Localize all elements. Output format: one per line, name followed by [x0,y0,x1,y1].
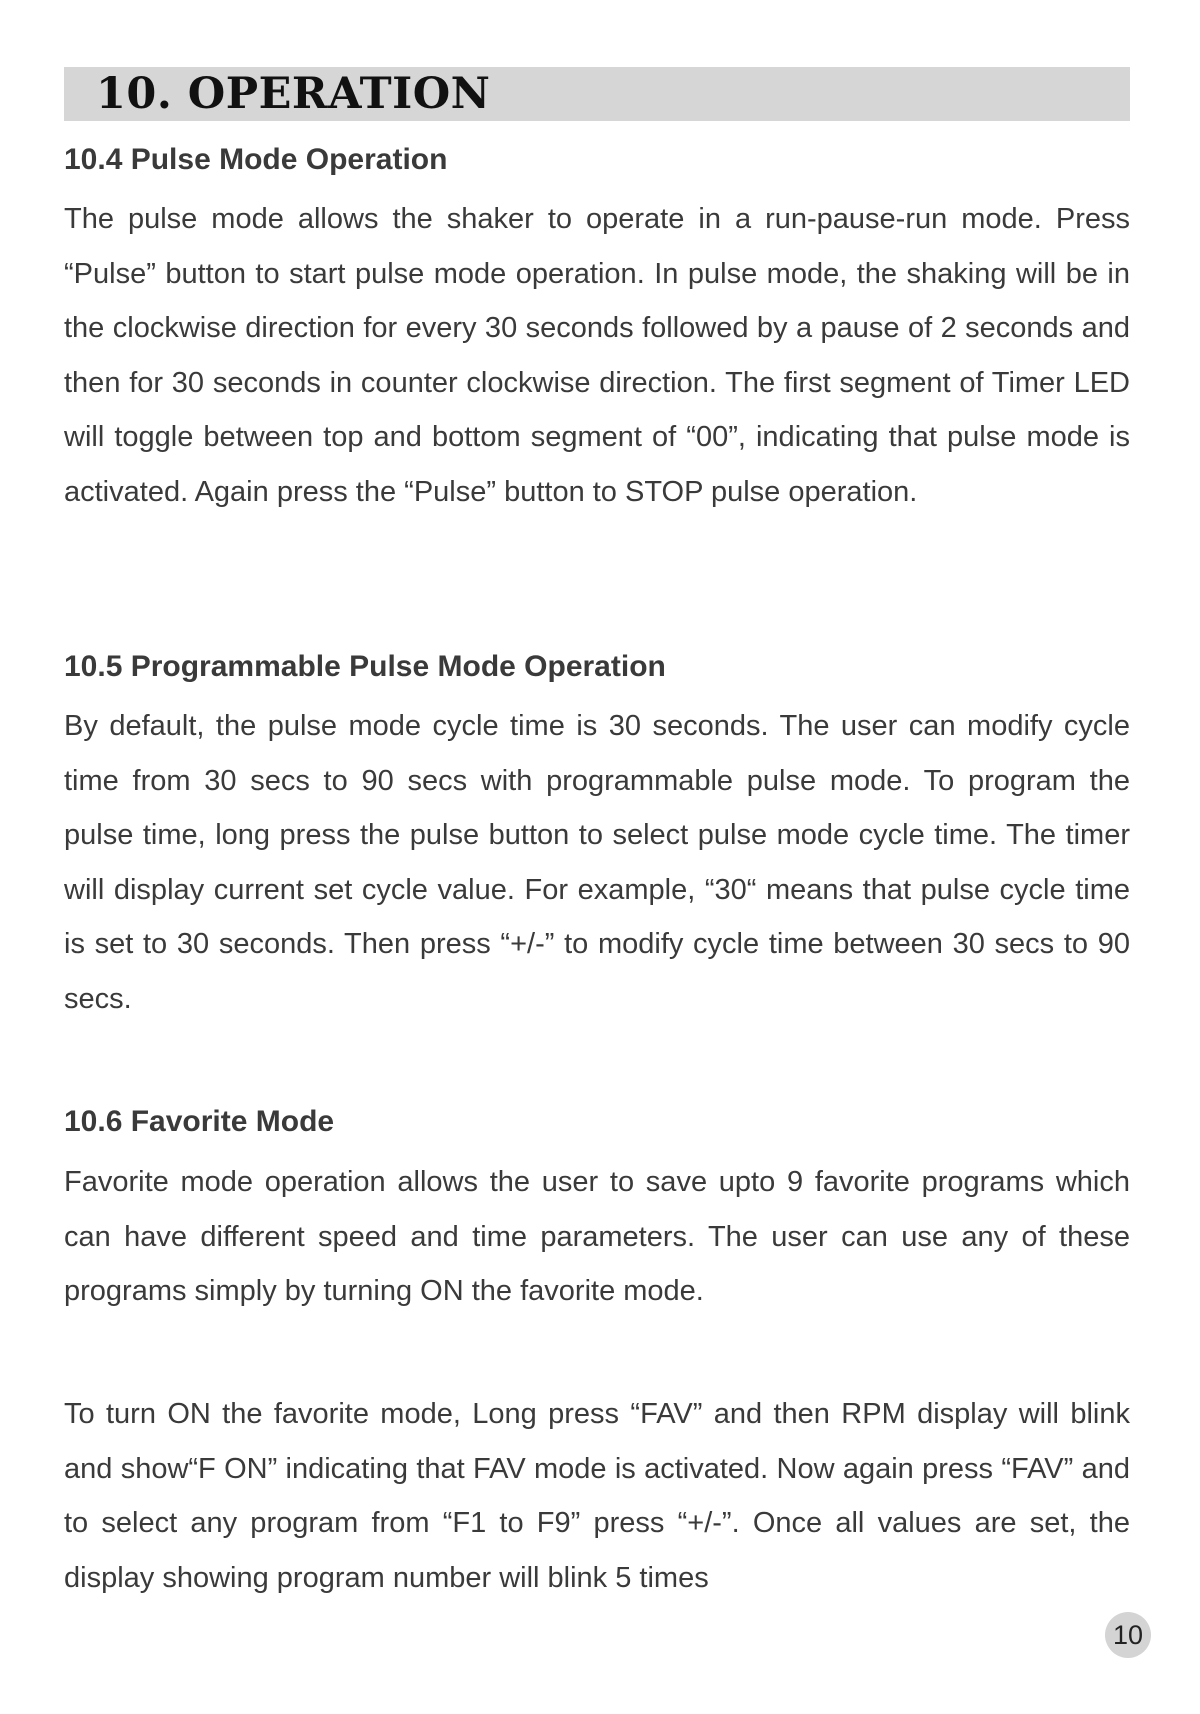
chapter-header-bar [64,67,1130,121]
section-heading-programmable-pulse: 10.5 Programmable Pulse Mode Operation [64,650,666,683]
paragraph-pulse-mode: The pulse mode allows the shaker to operate in a run-pause-run mode. Press “Pulse” button to start pulse mode operation. In pulse mode, the shaking will be in the clockwise direction for every 30 seconds followed by a pause of 2 seconds and then for 30 seconds in counter clockwise direction. The first segment of Timer LED will toggle between top and bottom segment of “00”, indicating that pulse mode is activated. Again press the “Pulse” button to STOP pulse operation. [64,203,1130,508]
section-heading-pulse-mode: 10.4 Pulse Mode Operation [64,143,448,176]
chapter-title: 10. OPERATION [96,69,491,119]
section-heading-favorite-mode: 10.6 Favorite Mode [64,1105,335,1138]
page-number-badge: 10 [1105,1612,1151,1658]
paragraph-favorite-mode-activation: To turn ON the favorite mode, Long press “FAV” and then RPM display will blink and show“F ON” indicating that FAV mode is activated. Now again press “FAV” and to select any program from “F1 to F9” press “+/-”. Once all values are set, the display showing program number will blink 5 times [64,1398,1130,1594]
paragraph-programmable-pulse: By default, the pulse mode cycle time is 30 seconds. The user can modify cycle time from 30 secs to 90 secs with programmable pulse mode. To program the pulse time, long press the pulse button to select pulse mode cycle time. The timer will display current set cycle value. For example, “30“ means that pulse cycle time is set to 30 seconds. Then press “+/-” to modify cycle time between 30 secs to 90 secs. [64,710,1130,1015]
paragraph-favorite-mode-intro: Favorite mode operation allows the user to save upto 9 favorite programs which can have different speed and time parameters. The user can use any of these programs simply by turning ON the favorite mode. [64,1166,1130,1307]
